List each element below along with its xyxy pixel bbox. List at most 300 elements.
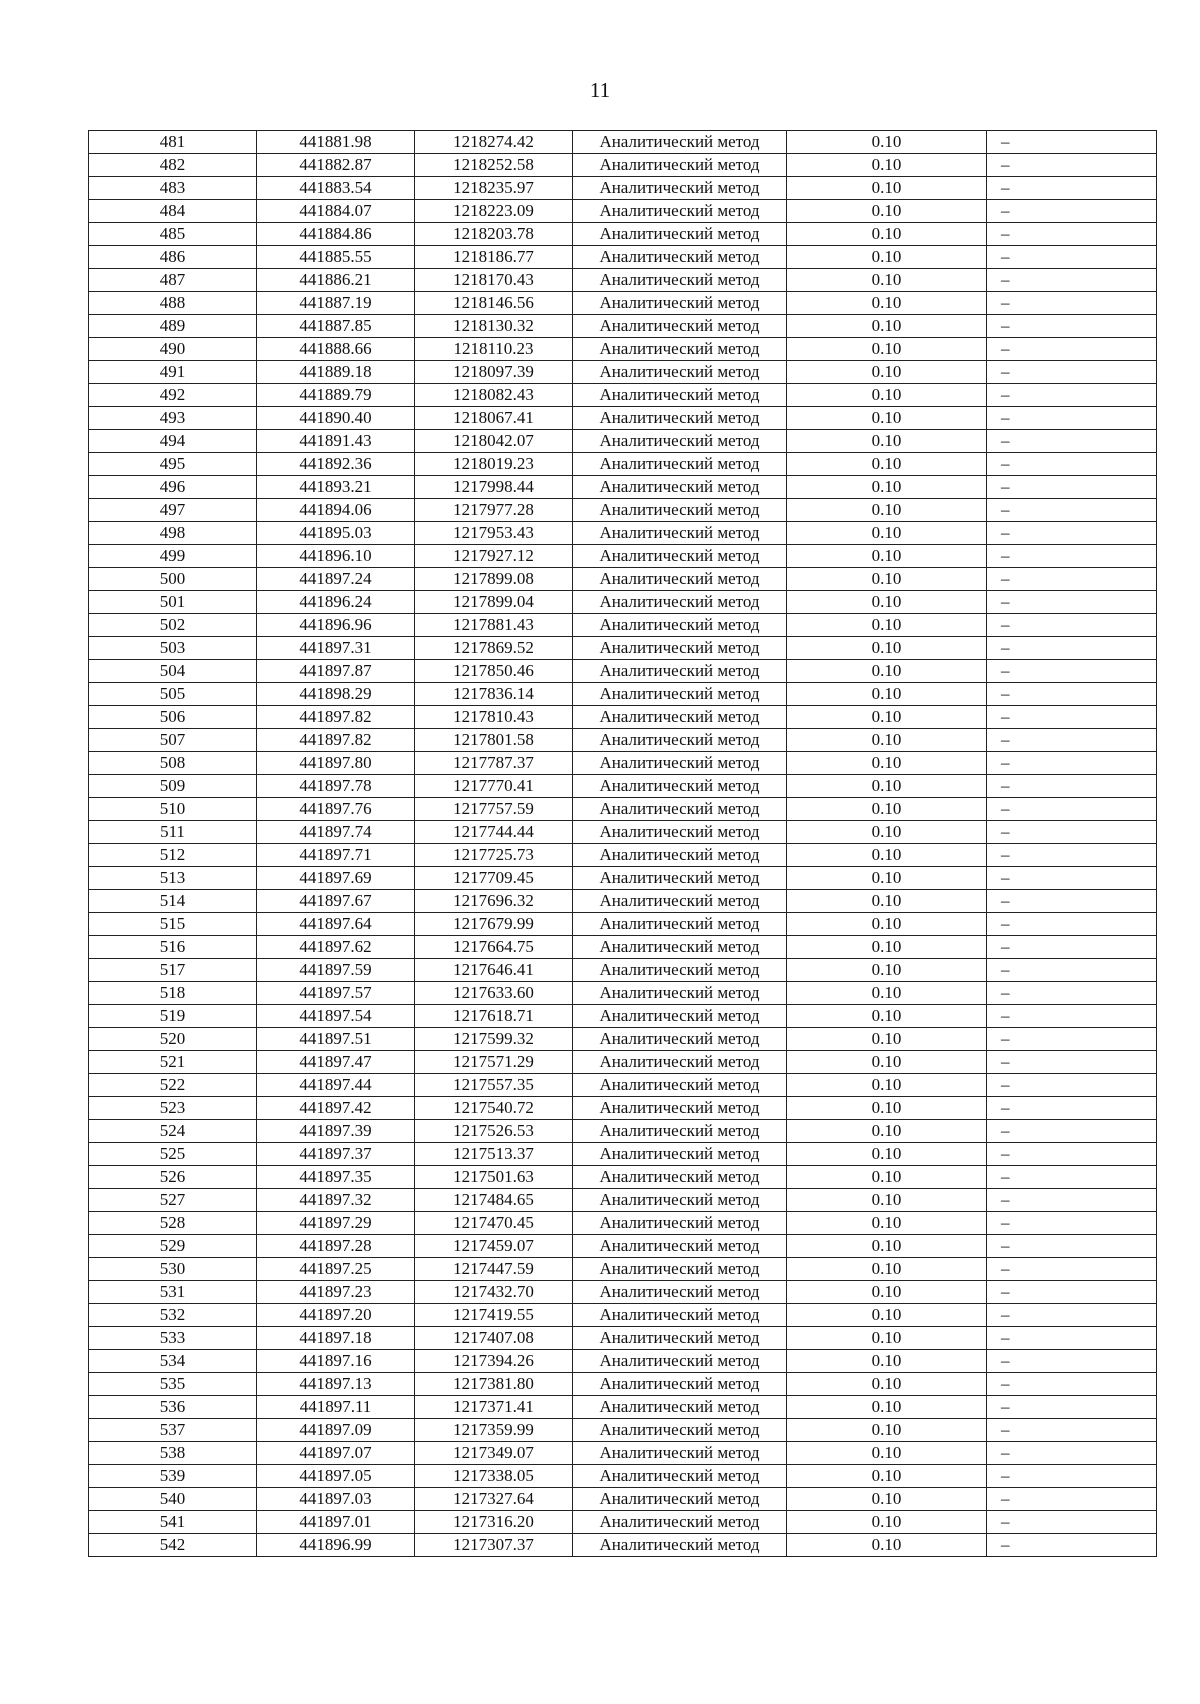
x-coordinate-cell: 441897.71 <box>257 844 415 867</box>
method-cell: Аналитический метод <box>573 407 787 430</box>
accuracy-cell: 0.10 <box>787 1258 987 1281</box>
point-number-cell: 513 <box>89 867 257 890</box>
x-coordinate-cell: 441897.44 <box>257 1074 415 1097</box>
table-row <box>89 407 1157 430</box>
x-coordinate-cell: 441897.54 <box>257 1005 415 1028</box>
point-number-cell: 500 <box>89 568 257 591</box>
note-cell: – <box>987 775 1157 798</box>
x-coordinate-cell: 441897.59 <box>257 959 415 982</box>
x-coordinate-cell: 441897.13 <box>257 1373 415 1396</box>
y-coordinate-cell: 1218019.23 <box>415 453 573 476</box>
x-coordinate-cell: 441890.40 <box>257 407 415 430</box>
note-cell: – <box>987 1235 1157 1258</box>
method-cell: Аналитический метод <box>573 729 787 752</box>
table-row <box>89 1327 1157 1350</box>
table-row <box>89 798 1157 821</box>
x-coordinate-cell: 441896.99 <box>257 1534 415 1557</box>
method-cell: Аналитический метод <box>573 1281 787 1304</box>
note-cell: – <box>987 1488 1157 1511</box>
x-coordinate-cell: 441897.24 <box>257 568 415 591</box>
x-coordinate-cell: 441897.69 <box>257 867 415 890</box>
method-cell: Аналитический метод <box>573 200 787 223</box>
y-coordinate-cell: 1217513.37 <box>415 1143 573 1166</box>
table-row <box>89 637 1157 660</box>
note-cell: – <box>987 223 1157 246</box>
accuracy-cell: 0.10 <box>787 1304 987 1327</box>
point-number-cell: 487 <box>89 269 257 292</box>
point-number-cell: 484 <box>89 200 257 223</box>
y-coordinate-cell: 1218235.97 <box>415 177 573 200</box>
y-coordinate-cell: 1218203.78 <box>415 223 573 246</box>
note-cell: – <box>987 1166 1157 1189</box>
y-coordinate-cell: 1218274.42 <box>415 131 573 154</box>
point-number-cell: 496 <box>89 476 257 499</box>
method-cell: Аналитический метод <box>573 1212 787 1235</box>
note-cell: – <box>987 1028 1157 1051</box>
method-cell: Аналитический метод <box>573 1097 787 1120</box>
method-cell: Аналитический метод <box>573 1258 787 1281</box>
y-coordinate-cell: 1217571.29 <box>415 1051 573 1074</box>
x-coordinate-cell: 441898.29 <box>257 683 415 706</box>
x-coordinate-cell: 441897.87 <box>257 660 415 683</box>
y-coordinate-cell: 1217927.12 <box>415 545 573 568</box>
accuracy-cell: 0.10 <box>787 775 987 798</box>
x-coordinate-cell: 441897.32 <box>257 1189 415 1212</box>
point-number-cell: 492 <box>89 384 257 407</box>
table-row <box>89 476 1157 499</box>
x-coordinate-cell: 441889.18 <box>257 361 415 384</box>
point-number-cell: 518 <box>89 982 257 1005</box>
point-number-cell: 493 <box>89 407 257 430</box>
note-cell: – <box>987 1258 1157 1281</box>
accuracy-cell: 0.10 <box>787 1465 987 1488</box>
x-coordinate-cell: 441897.20 <box>257 1304 415 1327</box>
note-cell: – <box>987 522 1157 545</box>
method-cell: Аналитический метод <box>573 361 787 384</box>
accuracy-cell: 0.10 <box>787 1442 987 1465</box>
y-coordinate-cell: 1217557.35 <box>415 1074 573 1097</box>
note-cell: – <box>987 545 1157 568</box>
method-cell: Аналитический метод <box>573 223 787 246</box>
accuracy-cell: 0.10 <box>787 1074 987 1097</box>
x-coordinate-cell: 441897.03 <box>257 1488 415 1511</box>
note-cell: – <box>987 591 1157 614</box>
table-row <box>89 1120 1157 1143</box>
note-cell: – <box>987 292 1157 315</box>
y-coordinate-cell: 1218186.77 <box>415 246 573 269</box>
point-number-cell: 488 <box>89 292 257 315</box>
method-cell: Аналитический метод <box>573 1120 787 1143</box>
table-row <box>89 269 1157 292</box>
point-number-cell: 503 <box>89 637 257 660</box>
method-cell: Аналитический метод <box>573 913 787 936</box>
table-row <box>89 522 1157 545</box>
y-coordinate-cell: 1217633.60 <box>415 982 573 1005</box>
note-cell: – <box>987 798 1157 821</box>
point-number-cell: 483 <box>89 177 257 200</box>
table-row <box>89 706 1157 729</box>
point-number-cell: 491 <box>89 361 257 384</box>
method-cell: Аналитический метод <box>573 1327 787 1350</box>
x-coordinate-cell: 441897.57 <box>257 982 415 1005</box>
point-number-cell: 506 <box>89 706 257 729</box>
accuracy-cell: 0.10 <box>787 499 987 522</box>
note-cell: – <box>987 1097 1157 1120</box>
table-row <box>89 361 1157 384</box>
point-number-cell: 527 <box>89 1189 257 1212</box>
x-coordinate-cell: 441889.79 <box>257 384 415 407</box>
table-row <box>89 1511 1157 1534</box>
x-coordinate-cell: 441897.25 <box>257 1258 415 1281</box>
x-coordinate-cell: 441897.05 <box>257 1465 415 1488</box>
accuracy-cell: 0.10 <box>787 1212 987 1235</box>
note-cell: – <box>987 890 1157 913</box>
note-cell: – <box>987 269 1157 292</box>
point-number-cell: 514 <box>89 890 257 913</box>
method-cell: Аналитический метод <box>573 1074 787 1097</box>
method-cell: Аналитический метод <box>573 1419 787 1442</box>
y-coordinate-cell: 1218110.23 <box>415 338 573 361</box>
y-coordinate-cell: 1217757.59 <box>415 798 573 821</box>
accuracy-cell: 0.10 <box>787 522 987 545</box>
accuracy-cell: 0.10 <box>787 361 987 384</box>
note-cell: – <box>987 683 1157 706</box>
y-coordinate-cell: 1217836.14 <box>415 683 573 706</box>
point-number-cell: 528 <box>89 1212 257 1235</box>
table-row <box>89 568 1157 591</box>
x-coordinate-cell: 441897.18 <box>257 1327 415 1350</box>
y-coordinate-cell: 1217394.26 <box>415 1350 573 1373</box>
point-number-cell: 511 <box>89 821 257 844</box>
point-number-cell: 516 <box>89 936 257 959</box>
table-row <box>89 499 1157 522</box>
accuracy-cell: 0.10 <box>787 223 987 246</box>
y-coordinate-cell: 1217599.32 <box>415 1028 573 1051</box>
accuracy-cell: 0.10 <box>787 729 987 752</box>
method-cell: Аналитический метод <box>573 591 787 614</box>
accuracy-cell: 0.10 <box>787 821 987 844</box>
point-number-cell: 519 <box>89 1005 257 1028</box>
table-row <box>89 775 1157 798</box>
table-row <box>89 177 1157 200</box>
point-number-cell: 485 <box>89 223 257 246</box>
note-cell: – <box>987 706 1157 729</box>
point-number-cell: 537 <box>89 1419 257 1442</box>
table-row <box>89 729 1157 752</box>
note-cell: – <box>987 154 1157 177</box>
note-cell: – <box>987 1212 1157 1235</box>
table-row <box>89 1212 1157 1235</box>
point-number-cell: 522 <box>89 1074 257 1097</box>
y-coordinate-cell: 1217618.71 <box>415 1005 573 1028</box>
x-coordinate-cell: 441897.16 <box>257 1350 415 1373</box>
x-coordinate-cell: 441897.51 <box>257 1028 415 1051</box>
note-cell: – <box>987 131 1157 154</box>
y-coordinate-cell: 1217899.04 <box>415 591 573 614</box>
point-number-cell: 529 <box>89 1235 257 1258</box>
accuracy-cell: 0.10 <box>787 660 987 683</box>
method-cell: Аналитический метод <box>573 1051 787 1074</box>
accuracy-cell: 0.10 <box>787 706 987 729</box>
x-coordinate-cell: 441897.39 <box>257 1120 415 1143</box>
note-cell: – <box>987 1350 1157 1373</box>
accuracy-cell: 0.10 <box>787 1534 987 1557</box>
note-cell: – <box>987 1189 1157 1212</box>
x-coordinate-cell: 441897.82 <box>257 729 415 752</box>
accuracy-cell: 0.10 <box>787 1235 987 1258</box>
accuracy-cell: 0.10 <box>787 568 987 591</box>
note-cell: – <box>987 1373 1157 1396</box>
y-coordinate-cell: 1217696.32 <box>415 890 573 913</box>
method-cell: Аналитический метод <box>573 1166 787 1189</box>
note-cell: – <box>987 1051 1157 1074</box>
note-cell: – <box>987 752 1157 775</box>
point-number-cell: 532 <box>89 1304 257 1327</box>
x-coordinate-cell: 441897.01 <box>257 1511 415 1534</box>
x-coordinate-cell: 441888.66 <box>257 338 415 361</box>
method-cell: Аналитический метод <box>573 246 787 269</box>
method-cell: Аналитический метод <box>573 1189 787 1212</box>
method-cell: Аналитический метод <box>573 476 787 499</box>
accuracy-cell: 0.10 <box>787 246 987 269</box>
table-row <box>89 430 1157 453</box>
table-row <box>89 1028 1157 1051</box>
method-cell: Аналитический метод <box>573 706 787 729</box>
note-cell: – <box>987 821 1157 844</box>
accuracy-cell: 0.10 <box>787 177 987 200</box>
accuracy-cell: 0.10 <box>787 1028 987 1051</box>
accuracy-cell: 0.10 <box>787 292 987 315</box>
table-row <box>89 982 1157 1005</box>
method-cell: Аналитический метод <box>573 315 787 338</box>
x-coordinate-cell: 441884.86 <box>257 223 415 246</box>
x-coordinate-cell: 441883.54 <box>257 177 415 200</box>
accuracy-cell: 0.10 <box>787 959 987 982</box>
y-coordinate-cell: 1217432.70 <box>415 1281 573 1304</box>
point-number-cell: 534 <box>89 1350 257 1373</box>
method-cell: Аналитический метод <box>573 1304 787 1327</box>
accuracy-cell: 0.10 <box>787 1189 987 1212</box>
accuracy-cell: 0.10 <box>787 890 987 913</box>
table-row <box>89 1235 1157 1258</box>
note-cell: – <box>987 453 1157 476</box>
note-cell: – <box>987 1465 1157 1488</box>
note-cell: – <box>987 200 1157 223</box>
note-cell: – <box>987 1419 1157 1442</box>
method-cell: Аналитический метод <box>573 269 787 292</box>
note-cell: – <box>987 338 1157 361</box>
y-coordinate-cell: 1217953.43 <box>415 522 573 545</box>
note-cell: – <box>987 407 1157 430</box>
table-row <box>89 1396 1157 1419</box>
method-cell: Аналитический метод <box>573 614 787 637</box>
method-cell: Аналитический метод <box>573 177 787 200</box>
accuracy-cell: 0.10 <box>787 407 987 430</box>
point-number-cell: 530 <box>89 1258 257 1281</box>
point-number-cell: 502 <box>89 614 257 637</box>
note-cell: – <box>987 361 1157 384</box>
accuracy-cell: 0.10 <box>787 269 987 292</box>
accuracy-cell: 0.10 <box>787 1005 987 1028</box>
point-number-cell: 505 <box>89 683 257 706</box>
x-coordinate-cell: 441897.42 <box>257 1097 415 1120</box>
note-cell: – <box>987 913 1157 936</box>
x-coordinate-cell: 441897.67 <box>257 890 415 913</box>
table-row <box>89 131 1157 154</box>
note-cell: – <box>987 1396 1157 1419</box>
accuracy-cell: 0.10 <box>787 637 987 660</box>
y-coordinate-cell: 1217679.99 <box>415 913 573 936</box>
accuracy-cell: 0.10 <box>787 867 987 890</box>
accuracy-cell: 0.10 <box>787 1281 987 1304</box>
note-cell: – <box>987 982 1157 1005</box>
accuracy-cell: 0.10 <box>787 591 987 614</box>
point-number-cell: 498 <box>89 522 257 545</box>
table-row <box>89 959 1157 982</box>
method-cell: Аналитический метод <box>573 1143 787 1166</box>
note-cell: – <box>987 1534 1157 1557</box>
x-coordinate-cell: 441897.64 <box>257 913 415 936</box>
table-row <box>89 1051 1157 1074</box>
note-cell: – <box>987 660 1157 683</box>
note-cell: – <box>987 1281 1157 1304</box>
method-cell: Аналитический метод <box>573 867 787 890</box>
accuracy-cell: 0.10 <box>787 683 987 706</box>
method-cell: Аналитический метод <box>573 1028 787 1051</box>
y-coordinate-cell: 1217787.37 <box>415 752 573 775</box>
x-coordinate-cell: 441897.07 <box>257 1442 415 1465</box>
table-row <box>89 223 1157 246</box>
accuracy-cell: 0.10 <box>787 982 987 1005</box>
method-cell: Аналитический метод <box>573 453 787 476</box>
accuracy-cell: 0.10 <box>787 200 987 223</box>
point-number-cell: 481 <box>89 131 257 154</box>
y-coordinate-cell: 1217881.43 <box>415 614 573 637</box>
note-cell: – <box>987 1327 1157 1350</box>
method-cell: Аналитический метод <box>573 936 787 959</box>
y-coordinate-cell: 1217381.80 <box>415 1373 573 1396</box>
y-coordinate-cell: 1217744.44 <box>415 821 573 844</box>
accuracy-cell: 0.10 <box>787 752 987 775</box>
accuracy-cell: 0.10 <box>787 798 987 821</box>
accuracy-cell: 0.10 <box>787 1419 987 1442</box>
method-cell: Аналитический метод <box>573 683 787 706</box>
accuracy-cell: 0.10 <box>787 1373 987 1396</box>
table-row <box>89 200 1157 223</box>
x-coordinate-cell: 441897.35 <box>257 1166 415 1189</box>
note-cell: – <box>987 315 1157 338</box>
accuracy-cell: 0.10 <box>787 1097 987 1120</box>
point-number-cell: 525 <box>89 1143 257 1166</box>
table-row <box>89 1097 1157 1120</box>
x-coordinate-cell: 441892.36 <box>257 453 415 476</box>
y-coordinate-cell: 1217899.08 <box>415 568 573 591</box>
x-coordinate-cell: 441897.23 <box>257 1281 415 1304</box>
y-coordinate-cell: 1217484.65 <box>415 1189 573 1212</box>
method-cell: Аналитический метод <box>573 430 787 453</box>
table-row <box>89 1465 1157 1488</box>
x-coordinate-cell: 441896.10 <box>257 545 415 568</box>
method-cell: Аналитический метод <box>573 522 787 545</box>
point-number-cell: 501 <box>89 591 257 614</box>
method-cell: Аналитический метод <box>573 154 787 177</box>
method-cell: Аналитический метод <box>573 844 787 867</box>
x-coordinate-cell: 441897.09 <box>257 1419 415 1442</box>
method-cell: Аналитический метод <box>573 131 787 154</box>
point-number-cell: 497 <box>89 499 257 522</box>
x-coordinate-cell: 441887.85 <box>257 315 415 338</box>
table-row <box>89 752 1157 775</box>
point-number-cell: 504 <box>89 660 257 683</box>
accuracy-cell: 0.10 <box>787 338 987 361</box>
table-row <box>89 591 1157 614</box>
y-coordinate-cell: 1217998.44 <box>415 476 573 499</box>
point-number-cell: 535 <box>89 1373 257 1396</box>
note-cell: – <box>987 1120 1157 1143</box>
table-row <box>89 338 1157 361</box>
point-number-cell: 515 <box>89 913 257 936</box>
x-coordinate-cell: 441882.87 <box>257 154 415 177</box>
accuracy-cell: 0.10 <box>787 844 987 867</box>
method-cell: Аналитический метод <box>573 545 787 568</box>
note-cell: – <box>987 614 1157 637</box>
x-coordinate-cell: 441891.43 <box>257 430 415 453</box>
y-coordinate-cell: 1218067.41 <box>415 407 573 430</box>
table-row <box>89 1166 1157 1189</box>
accuracy-cell: 0.10 <box>787 476 987 499</box>
point-number-cell: 486 <box>89 246 257 269</box>
table-row <box>89 614 1157 637</box>
y-coordinate-cell: 1217850.46 <box>415 660 573 683</box>
y-coordinate-cell: 1218082.43 <box>415 384 573 407</box>
point-number-cell: 533 <box>89 1327 257 1350</box>
method-cell: Аналитический метод <box>573 982 787 1005</box>
note-cell: – <box>987 936 1157 959</box>
table-row <box>89 1442 1157 1465</box>
x-coordinate-cell: 441897.74 <box>257 821 415 844</box>
y-coordinate-cell: 1217327.64 <box>415 1488 573 1511</box>
accuracy-cell: 0.10 <box>787 1511 987 1534</box>
x-coordinate-cell: 441897.37 <box>257 1143 415 1166</box>
x-coordinate-cell: 441881.98 <box>257 131 415 154</box>
x-coordinate-cell: 441897.29 <box>257 1212 415 1235</box>
method-cell: Аналитический метод <box>573 890 787 913</box>
method-cell: Аналитический метод <box>573 798 787 821</box>
table-row <box>89 1534 1157 1557</box>
x-coordinate-cell: 441897.11 <box>257 1396 415 1419</box>
table-row <box>89 1304 1157 1327</box>
x-coordinate-cell: 441897.28 <box>257 1235 415 1258</box>
point-number-cell: 509 <box>89 775 257 798</box>
y-coordinate-cell: 1218146.56 <box>415 292 573 315</box>
x-coordinate-cell: 441897.80 <box>257 752 415 775</box>
table-row <box>89 1488 1157 1511</box>
table-row <box>89 913 1157 936</box>
accuracy-cell: 0.10 <box>787 131 987 154</box>
method-cell: Аналитический метод <box>573 1511 787 1534</box>
table-row <box>89 1419 1157 1442</box>
note-cell: – <box>987 177 1157 200</box>
x-coordinate-cell: 441896.96 <box>257 614 415 637</box>
table-row <box>89 844 1157 867</box>
method-cell: Аналитический метод <box>573 568 787 591</box>
accuracy-cell: 0.10 <box>787 1488 987 1511</box>
y-coordinate-cell: 1217540.72 <box>415 1097 573 1120</box>
y-coordinate-cell: 1218252.58 <box>415 154 573 177</box>
y-coordinate-cell: 1218223.09 <box>415 200 573 223</box>
table-row <box>89 154 1157 177</box>
point-number-cell: 508 <box>89 752 257 775</box>
